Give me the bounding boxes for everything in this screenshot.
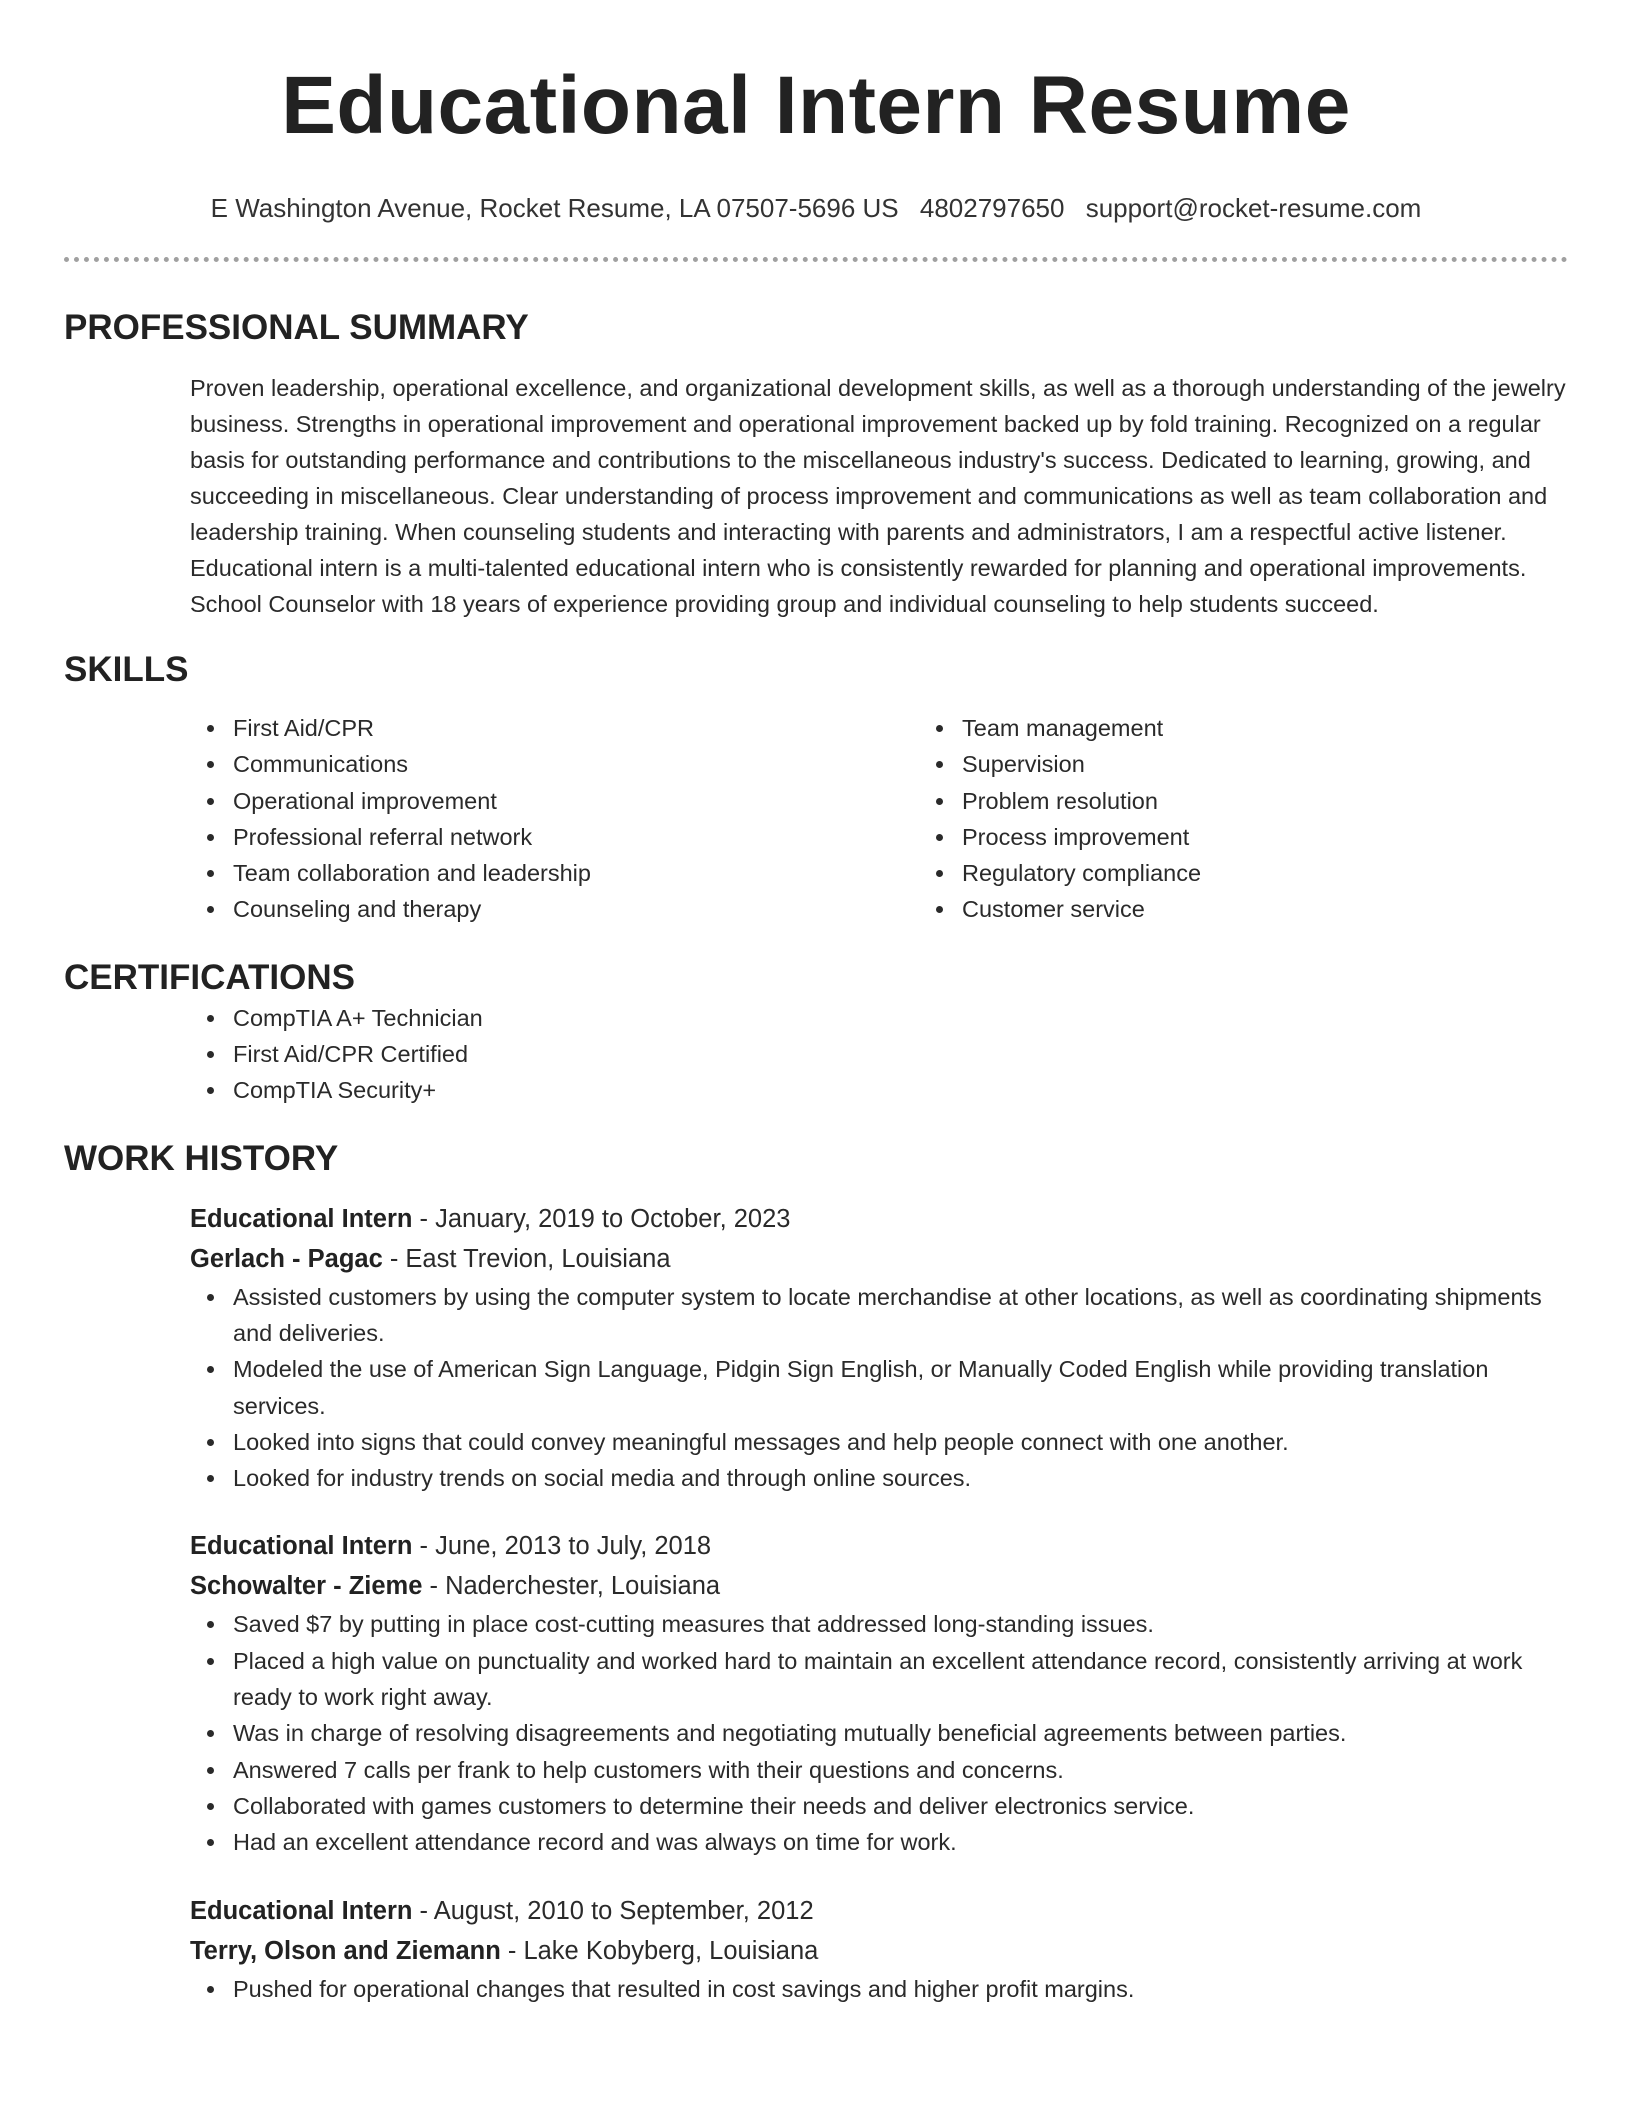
certification-item: CompTIA Security+ — [233, 1072, 1568, 1108]
job-entry — [190, 1526, 1568, 1860]
job-bullet: Collaborated with games customers to determine their needs and deliver electronics service. — [233, 1788, 1568, 1824]
job-bullet: Was in charge of resolving disagreements and negotiating mutually beneficial agreements between parties. — [233, 1715, 1568, 1751]
contact-address: E Washington Avenue, Rocket Resume, LA 07507-5696 US — [210, 193, 899, 223]
summary-section — [64, 306, 1568, 622]
skill-item: Team management — [962, 710, 1201, 746]
job-entry — [190, 1891, 1568, 2007]
job-bullet: Placed a high value on punctuality and worked hard to maintain an excellent attendance record, consistently arriving at work ready to work right away. — [233, 1643, 1568, 1716]
certifications-heading: CERTIFICATIONS — [64, 957, 356, 997]
job-bullets — [190, 1606, 1568, 1860]
job-title: Educational Intern — [190, 1532, 413, 1561]
job-bullet: Had an excellent attendance record and was always on time for work. — [233, 1824, 1568, 1860]
job-dates: - June, 2013 to July, 2018 — [412, 1532, 712, 1561]
work-history-section — [64, 1137, 1568, 2007]
job-location: - East Trevion, Louisiana — [382, 1244, 671, 1273]
job-company: Gerlach - Pagac — [190, 1244, 383, 1273]
contact-phone: 4802797650 — [919, 193, 1065, 223]
work-history-heading: WORK HISTORY — [64, 1138, 339, 1178]
job-title-line — [190, 1526, 1568, 1566]
job-dates: - August, 2010 to September, 2012 — [412, 1896, 814, 1925]
skill-item: First Aid/CPR — [233, 710, 744, 746]
job-bullets — [190, 1279, 1568, 1497]
job-company: Terry, Olson and Ziemann — [190, 1936, 501, 1965]
job-company: Schowalter - Zieme — [190, 1572, 423, 1601]
summary-text: Proven leadership, operational excellence, and organizational development skills, as well as a thorough understanding of the jewelry business. Strengths in operational improvement and operational improvement backed up by fold training. Recognized on a regular basis for outstanding performance and contributions to the miscellaneous industry's success. Dedicated to learning, growing, and succeeding in miscellaneous. Clear understanding of process improvement and communications as well as team collaboration and leadership training. When counseling students and interacting with parents and administrators, I am a respectful active listener. Educational intern is a multi-talented educational intern who is consistently rewarded for planning and operational improvements. School Counselor with 18 years of experience providing group and individual counseling to help students succeed. — [190, 375, 1566, 617]
job-title: Educational Intern — [190, 1896, 413, 1925]
job-company-line — [190, 1931, 1568, 1971]
header-divider — [64, 257, 1568, 262]
skill-item: Professional referral network — [233, 819, 744, 855]
skills-column-right — [744, 710, 1201, 928]
skills-list-left — [64, 710, 744, 928]
contact-line — [64, 192, 1568, 224]
job-bullets — [190, 1971, 1568, 2007]
skill-item: Customer service — [962, 891, 1201, 927]
summary-heading: PROFESSIONAL SUMMARY — [64, 308, 529, 347]
job-company-line — [190, 1566, 1568, 1606]
skill-item: Counseling and therapy — [233, 891, 744, 927]
job-bullet: Modeled the use of American Sign Language, Pidgin Sign English, or Manually Coded English while providing translation services. — [233, 1351, 1568, 1424]
skills-section — [64, 648, 1568, 928]
job-bullet: Looked for industry trends on social media and through online sources. — [233, 1460, 1568, 1496]
skill-item: Team collaboration and leadership — [233, 855, 744, 891]
certification-item: CompTIA A+ Technician — [233, 1000, 1568, 1036]
job-title-line — [190, 1891, 1568, 1931]
contact-email: support@rocket-resume.com — [1085, 193, 1422, 223]
job-bullet: Pushed for operational changes that resulted in cost savings and higher profit margins. — [233, 1971, 1568, 2007]
job-dates: - January, 2019 to October, 2023 — [412, 1204, 791, 1233]
job-bullet: Assisted customers by using the computer system to locate merchandise at other locations, as well as coordinating shipments and deliveries. — [233, 1279, 1568, 1352]
job-bullet: Looked into signs that could convey meaningful messages and help people connect with one another. — [233, 1424, 1568, 1460]
skills-grid — [64, 710, 1568, 928]
skill-item: Problem resolution — [962, 783, 1201, 819]
skills-column-left — [64, 710, 744, 928]
skill-item: Supervision — [962, 746, 1201, 782]
job-title: Educational Intern — [190, 1204, 413, 1233]
job-title-line — [190, 1199, 1568, 1239]
job-company-line — [190, 1239, 1568, 1279]
job-bullet: Saved $7 by putting in place cost-cutting measures that addressed long-standing issues. — [233, 1606, 1568, 1642]
job-location: - Lake Kobyberg, Louisiana — [500, 1936, 819, 1965]
skills-list-right — [736, 710, 1201, 928]
skill-item: Regulatory compliance — [962, 855, 1201, 891]
skill-item: Operational improvement — [233, 783, 744, 819]
certifications-list — [64, 1000, 1568, 1109]
job-bullet: Answered 7 calls per frank to help customers with their questions and concerns. — [233, 1752, 1568, 1788]
certifications-section — [64, 956, 1568, 1109]
resume-title: Educational Intern Resume — [281, 60, 1351, 151]
certification-item: First Aid/CPR Certified — [233, 1036, 1568, 1072]
job-entry — [190, 1199, 1568, 1497]
skills-heading: SKILLS — [64, 650, 189, 689]
skill-item: Process improvement — [962, 819, 1201, 855]
skill-item: Communications — [233, 746, 744, 782]
job-location: - Naderchester, Louisiana — [422, 1572, 721, 1601]
